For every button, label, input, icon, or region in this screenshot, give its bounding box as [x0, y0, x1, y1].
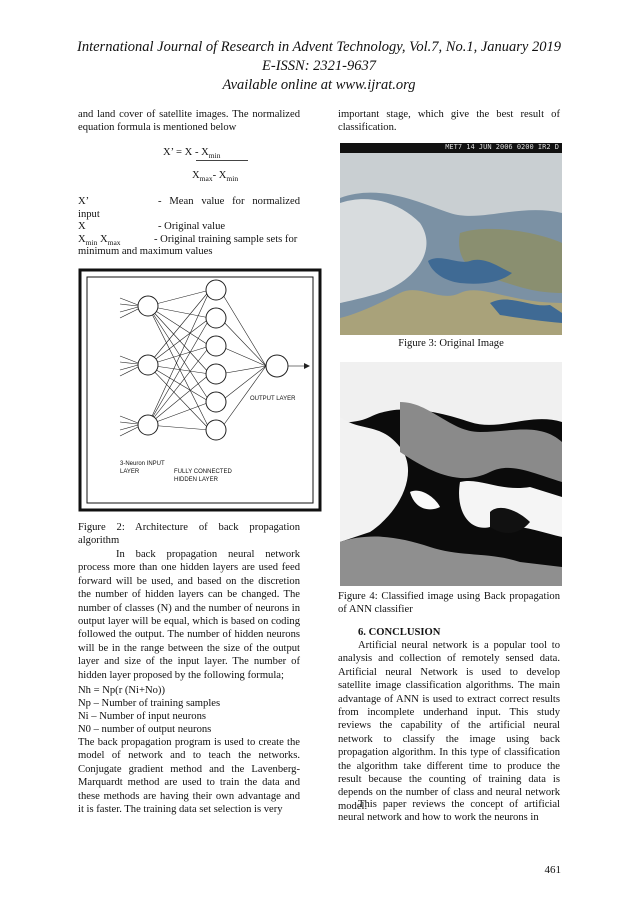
equation-fraction-bar	[196, 160, 248, 161]
definition-xmin-xmax-cont: minimum and maximum values	[78, 246, 213, 257]
hidden-neuron-2	[206, 308, 226, 328]
hidden-neuron-1	[206, 280, 226, 300]
conclusion-paragraph-2: This paper reviews the concept of artificial neural network and how to work the neurons in	[338, 799, 560, 824]
np-definition: Np – Number of training samples	[78, 698, 221, 709]
hidden-neuron-3	[206, 336, 226, 356]
input-neuron-2	[138, 355, 158, 375]
definition-xmin-xmax: $X_{min}$ $X_{max}$ - Original training sample sets for	[78, 234, 298, 248]
journal-title: International Journal of Research in Advent Technology, Vol.7, No.1, January 2019	[77, 39, 561, 55]
conclusion-paragraph-1: Artificial neural network is a popular tool to analysis and collection of remotely sensed data. Artificial neural Network is used to develop satellite image classification algorithms. The main advantage of ANN is used to extract correct results from incomplete underhand input. This study reviews the capability of the artificial neural network to classify the image using back propagation algorithm. In this type of classification the algorithm take different time to produce the result because the counting of training data is depends on the number of class and neural network model.	[338, 640, 560, 812]
hidden-neuron-6	[206, 420, 226, 440]
figure-3-caption: Figure 3: Original Image	[398, 338, 504, 349]
ni-definition: Ni – Number of input neurons	[78, 711, 206, 722]
figure-2-network-diagram	[78, 268, 322, 512]
output-layer-label: OUTPUT LAYER	[250, 396, 296, 402]
satellite-image-svg	[340, 143, 562, 335]
left-paragraph-2: The back propagation program is used to create the model of network and to teach the networks. Conjugate gradient method and the Lavenberg-Marquardt method are used to train the data and these methods are having their own advantage and it is faster. The training data set selection is very	[78, 737, 300, 816]
journal-issn: E-ISSN: 2321-9637	[262, 58, 376, 74]
figure-4-caption: Figure 4: Classified image using Back propagation of ANN classifier	[338, 591, 560, 616]
classified-image-svg	[340, 362, 562, 586]
equation-denominator: $X_{max}-$ $X_{min}$	[192, 170, 239, 184]
section-heading-conclusion: 6. CONCLUSION	[358, 627, 441, 638]
hidden-layer-label: FULLY CONNECTED HIDDEN LAYER	[174, 469, 232, 483]
input-layer-label: 3-Neuron INPUT LAYER	[120, 461, 165, 475]
input-neuron-3	[138, 415, 158, 435]
journal-url: Available online at www.ijrat.org	[222, 77, 416, 93]
satellite-timestamp-overlay: MET7 14 JUN 2006 0200 IR2 D	[445, 143, 559, 151]
figure-3-satellite-image	[340, 143, 562, 335]
left-paragraph-1: In back propagation neural network process more than one hidden layers are used feed forward will be used, and based on the discretion the number of hidden layers can be changed. The number of classes (N) and the number of neurons in output layer will be equal, which is based on coding followed the output. The number of hidden neurons will be in the range between the size of the output layer and size of the input layer. The number of hidden layer proposed by the following formula;	[78, 549, 300, 681]
output-neuron	[266, 355, 288, 377]
hidden-neuron-formula: Nh = Np(r (Ni+No))	[78, 685, 165, 696]
equation-numerator: X’ = X - $X_{min}$	[163, 147, 221, 161]
definition-x: X - Original value	[78, 221, 226, 232]
n0-definition: N0 – number of output neurons	[78, 724, 212, 735]
definition-x-prime: X’ - Mean value for normalized	[78, 196, 300, 207]
page-number: 461	[544, 864, 561, 876]
hidden-neuron-5	[206, 392, 226, 412]
left-intro: and land cover of satellite images. The normalized equation formula is mentioned below	[78, 109, 300, 134]
figure-4-classified-image	[340, 362, 562, 586]
hidden-neuron-4	[206, 364, 226, 384]
input-neuron-1	[138, 296, 158, 316]
figure-2-caption: Figure 2: Architecture of back propagation algorithm	[78, 522, 300, 547]
definition-x-prime-cont: input	[78, 209, 100, 220]
right-continuation: important stage, which give the best result of classification.	[338, 109, 560, 134]
